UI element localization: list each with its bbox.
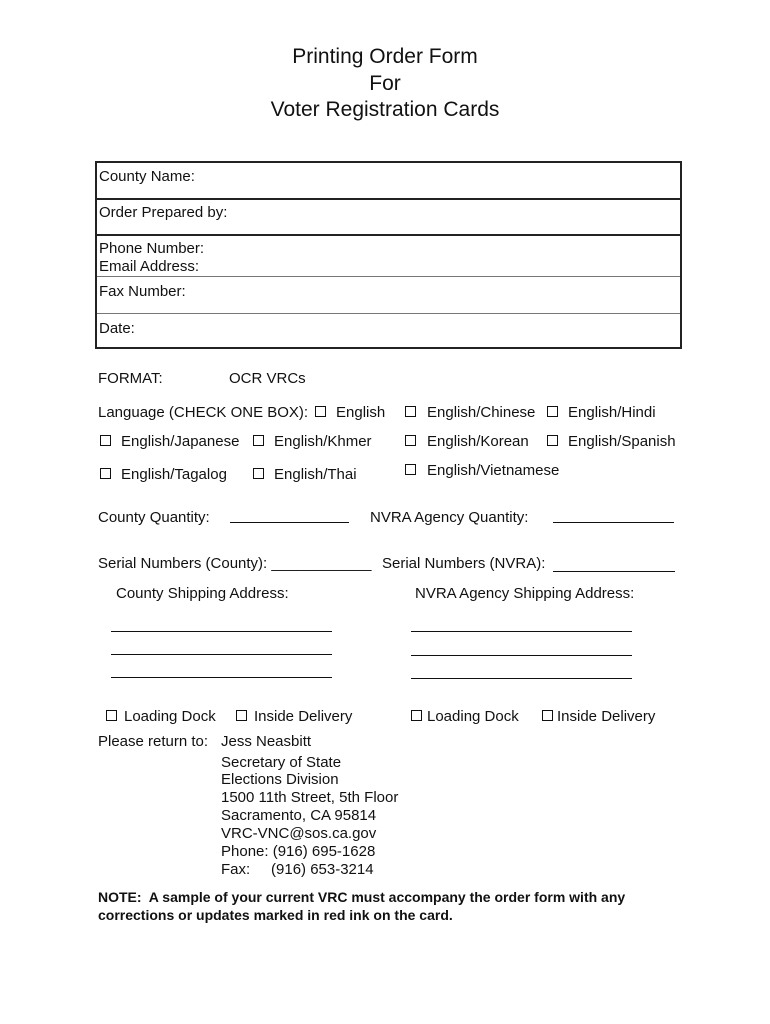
checkbox-english-hindi[interactable]	[547, 406, 558, 417]
checkbox-english-thai[interactable]	[253, 468, 264, 479]
checkbox-english[interactable]	[315, 406, 326, 417]
nvra-address-line-3[interactable]	[411, 678, 632, 679]
form-title-line3: Voter Registration Cards	[270, 98, 500, 121]
county-name-row[interactable]	[97, 163, 680, 199]
fax-number-label: Fax Number:	[99, 283, 186, 300]
checkbox-county-inside-delivery[interactable]	[236, 710, 247, 721]
nvra-loading-dock-label: Loading Dock	[427, 708, 519, 725]
county-loading-dock-label: Loading Dock	[124, 708, 216, 725]
return-address-line: Secretary of State	[221, 754, 342, 771]
county-quantity-label: County Quantity:	[98, 509, 210, 526]
option-english-japanese-label: English/Japanese	[121, 433, 240, 450]
return-address-line: Sacramento, CA 95814	[221, 807, 377, 824]
nvra-address-line-2[interactable]	[411, 655, 632, 656]
checkbox-nvra-loading-dock[interactable]	[411, 710, 422, 721]
checkbox-english-korean[interactable]	[405, 435, 416, 446]
date-row[interactable]	[97, 314, 680, 349]
language-prompt: Language (CHECK ONE BOX):	[98, 404, 309, 421]
return-to-name: Jess Neasbitt	[221, 733, 312, 750]
return-phone: Phone: (916) 695-1628	[221, 843, 376, 860]
return-email[interactable]: VRC-VNC@sos.ca.gov	[221, 825, 377, 842]
checkbox-english-khmer[interactable]	[253, 435, 264, 446]
nvra-shipping-heading: NVRA Agency Shipping Address:	[415, 585, 635, 602]
order-prepared-by-label: Order Prepared by:	[99, 204, 228, 221]
county-address-line-1[interactable]	[111, 631, 332, 632]
county-address-line-2[interactable]	[111, 654, 332, 655]
checkbox-english-japanese[interactable]	[100, 435, 111, 446]
return-address-line: Elections Division	[221, 771, 339, 788]
checkbox-nvra-inside-delivery[interactable]	[542, 710, 553, 721]
county-inside-delivery-label: Inside Delivery	[254, 708, 353, 725]
option-english-vietnamese-label: English/Vietnamese	[427, 462, 560, 479]
option-english-korean-label: English/Korean	[427, 433, 529, 450]
nvra-inside-delivery-label: Inside Delivery	[557, 708, 656, 725]
return-to-label: Please return to:	[98, 733, 209, 750]
county-name-label: County Name:	[99, 168, 195, 185]
return-address-line: 1500 11th Street, 5th Floor	[221, 789, 399, 806]
option-english-khmer-label: English/Khmer	[274, 433, 372, 450]
fax-number-row[interactable]	[97, 277, 680, 313]
nvra-quantity-label: NVRA Agency Quantity:	[370, 509, 529, 526]
contact-info-box	[95, 161, 682, 349]
form-title-line2: For	[369, 72, 401, 95]
format-value: OCR VRCs	[229, 370, 306, 387]
checkbox-english-vietnamese[interactable]	[405, 464, 416, 475]
county-quantity-field[interactable]	[230, 522, 349, 523]
checkbox-english-spanish[interactable]	[547, 435, 558, 446]
option-english-label: English	[336, 404, 386, 421]
phone-number-label: Phone Number:	[99, 240, 205, 257]
format-label: FORMAT:	[98, 370, 163, 387]
serial-numbers-county[interactable]: Serial Numbers (County): ____________	[98, 555, 372, 572]
note-line-1: NOTE: A sample of your current VRC must accompany the order form with any	[98, 889, 626, 905]
checkbox-county-loading-dock[interactable]	[106, 710, 117, 721]
checkbox-english-tagalog[interactable]	[100, 468, 111, 479]
option-english-chinese-label: English/Chinese	[427, 404, 536, 421]
option-english-thai-label: English/Thai	[274, 466, 357, 483]
option-english-hindi-label: English/Hindi	[568, 404, 656, 421]
nvra-address-line-1[interactable]	[411, 631, 632, 632]
county-address-line-3[interactable]	[111, 677, 332, 678]
nvra-quantity-field[interactable]	[553, 522, 674, 523]
form-title-line1: Printing Order Form	[292, 45, 478, 68]
return-fax: Fax: (916) 653-3214	[221, 861, 374, 878]
serial-numbers-nvra-label: Serial Numbers (NVRA):	[382, 555, 546, 572]
option-english-tagalog-label: English/Tagalog	[121, 466, 227, 483]
date-label: Date:	[99, 320, 135, 337]
serial-numbers-nvra-field[interactable]	[553, 571, 675, 572]
email-address-label: Email Address:	[99, 258, 200, 275]
county-shipping-heading: County Shipping Address:	[116, 585, 289, 602]
note-line-2: corrections or updates marked in red ink on the card.	[98, 907, 453, 923]
option-english-spanish-label: English/Spanish	[568, 433, 676, 450]
phone-email-row[interactable]	[97, 236, 680, 276]
checkbox-english-chinese[interactable]	[405, 406, 416, 417]
order-prepared-by-row[interactable]	[97, 200, 680, 235]
